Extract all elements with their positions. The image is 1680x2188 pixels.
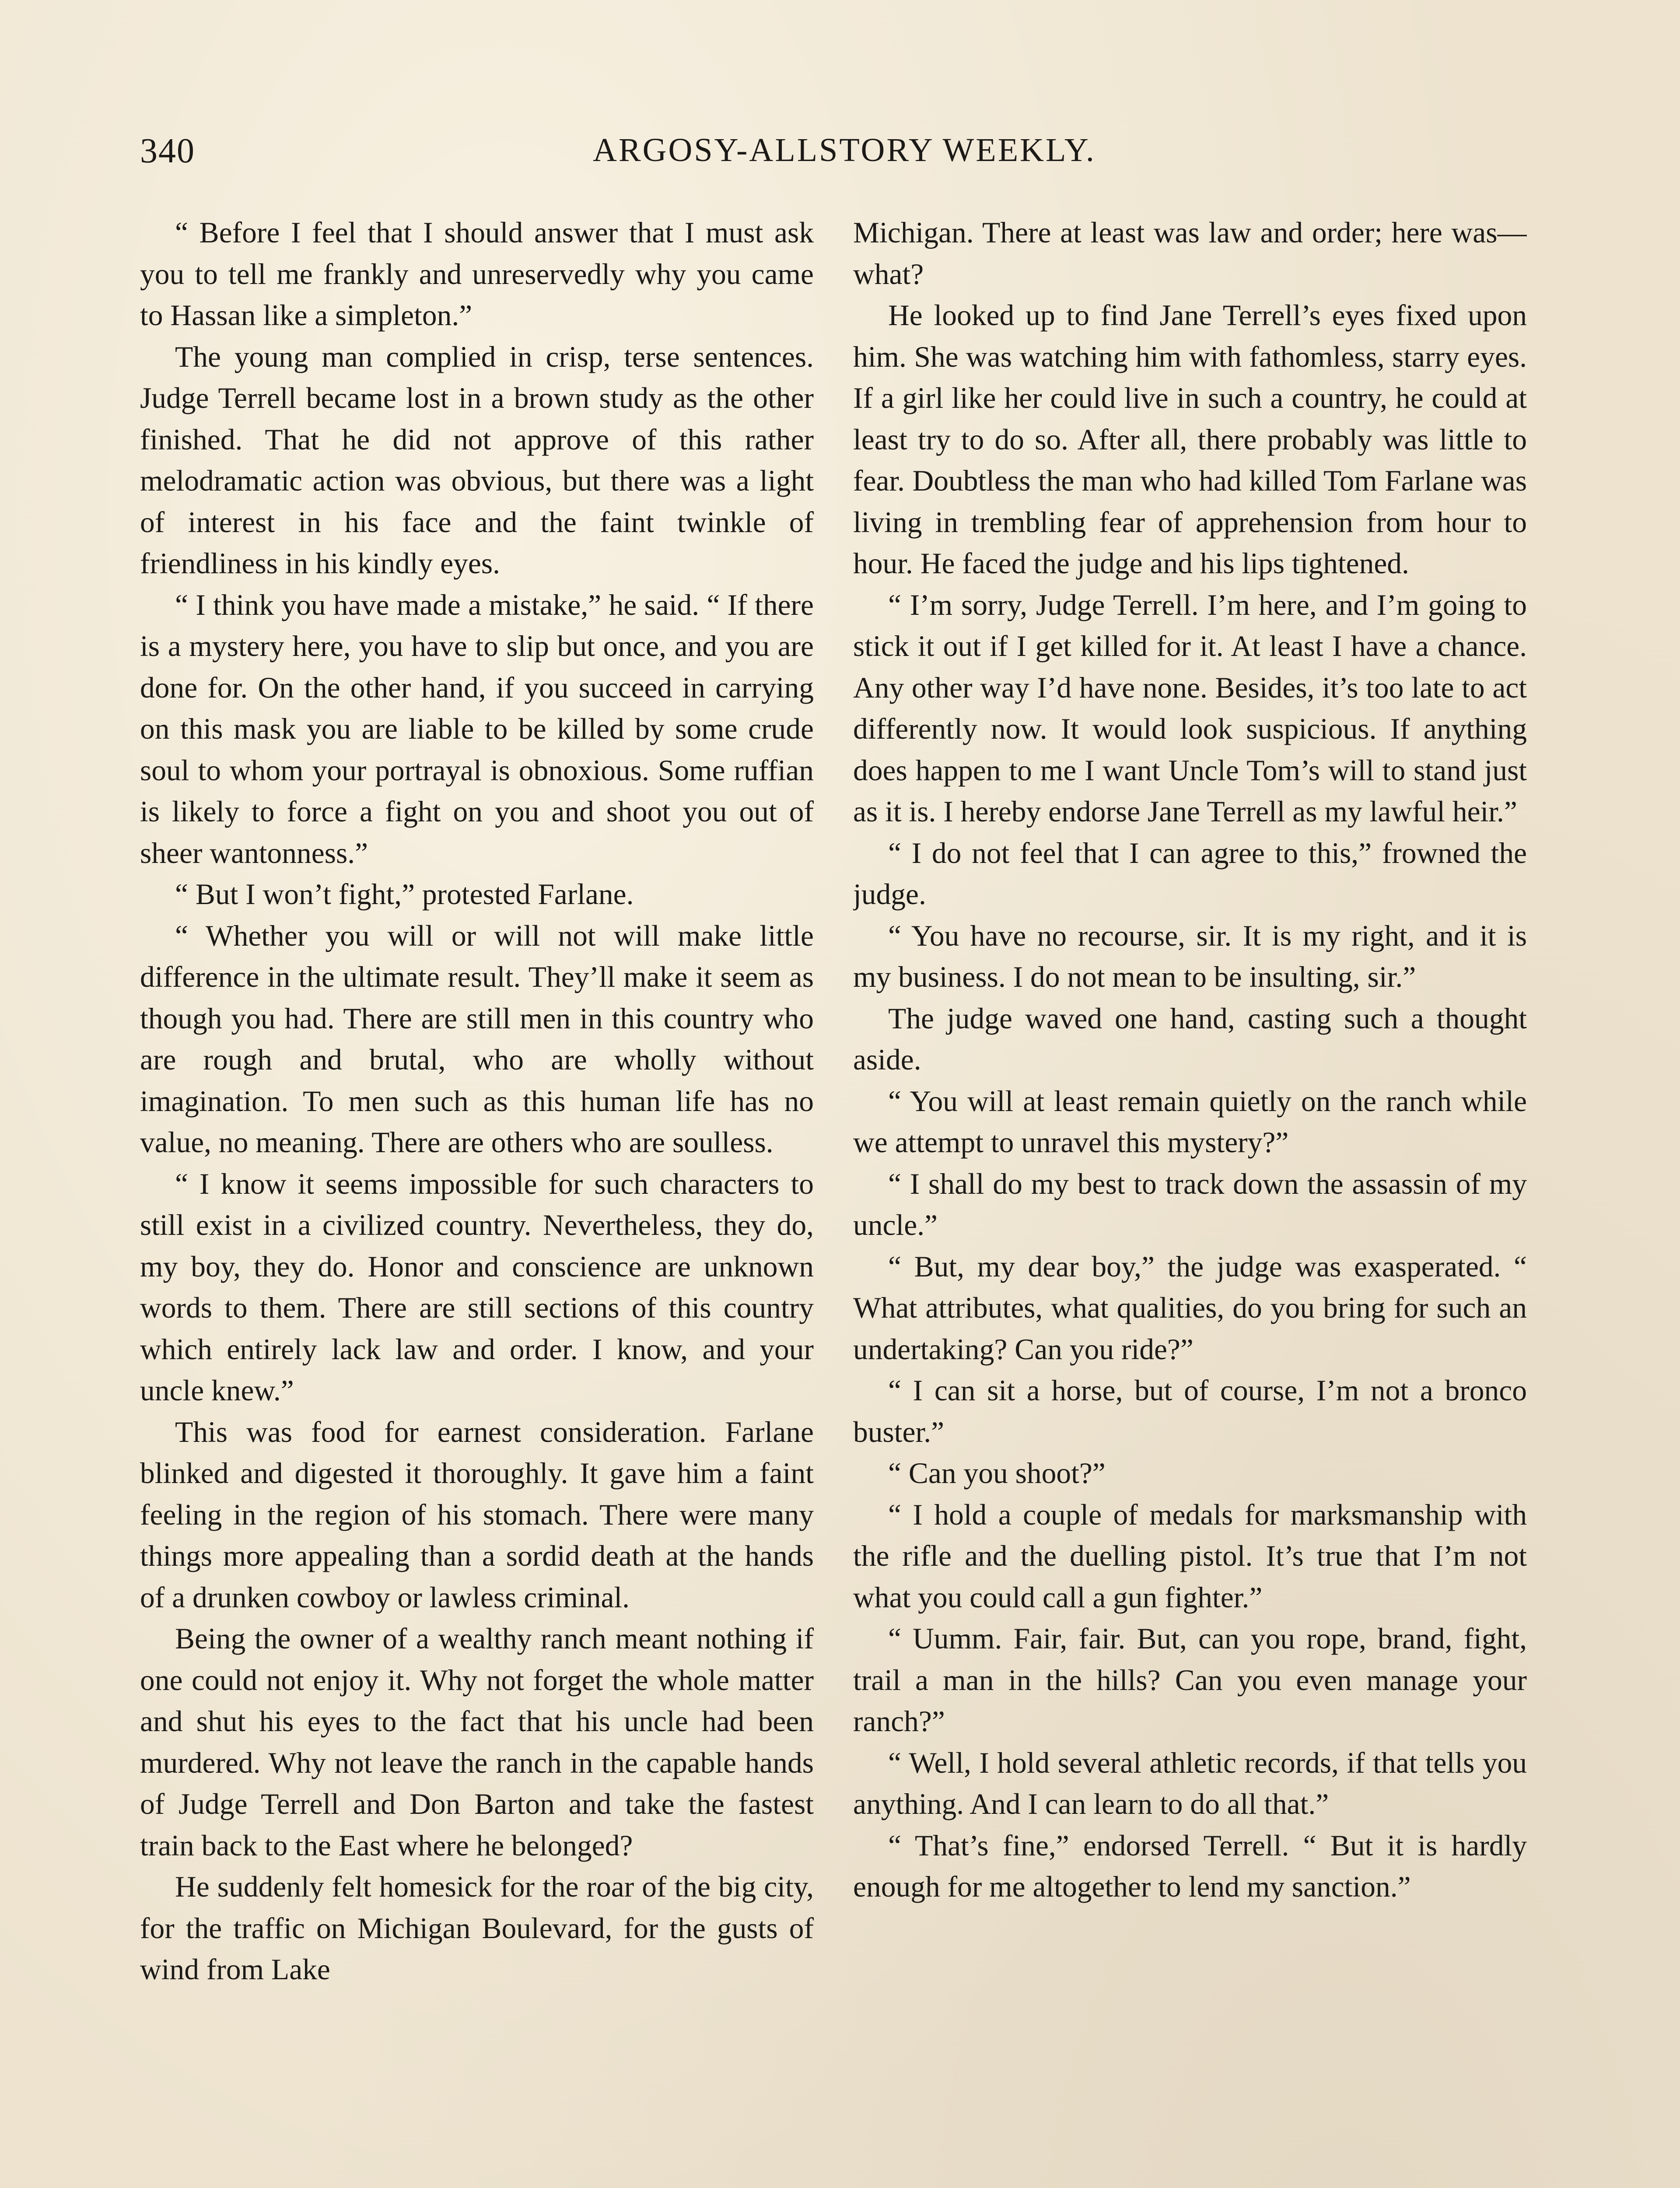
paragraph: Being the owner of a wealthy ranch meant nothing if one could not enjoy it. Why not forget the whole matter and shut his eyes to the fact that his uncle had been murdered. Why not leave the ranch in the capable hands of Judge Terrell and Don Barton and take the fastest train back to the East where he belonged?: [140, 1622, 814, 1862]
paragraph: “ I know it seems impossible for such characters to still exist in a civilized country. Nevertheless, they do, my boy, they do. Honor and conscience are unknown words to them. There are still sections of this country which entirely lack law and order. I know, and your uncle knew.”: [140, 1167, 814, 1407]
page-header: [140, 131, 1549, 184]
paragraph: This was food for earnest consideration. Farlane blinked and digested it thoroughly. It gave him a faint feeling in the region of his stomach. There were many things more appealing than a sordid death at the hands of a drunken cowboy or lawless criminal.: [140, 1415, 814, 1614]
paragraph: “ Uumm. Fair, fair. But, can you rope, brand, fight, trail a man in the hills? Can you even manage your ranch?”: [853, 1622, 1527, 1738]
paragraph: He suddenly felt homesick for the roar of the big city, for the traffic on Michigan Boulevard, for the gusts of wind from Lake: [140, 1870, 814, 1986]
paragraph: “ I think you have made a mistake,” he said. “ If there is a mystery here, you have to slip but once, and you are done for. On the other hand, if you succeed in carrying on this mask you are liable to be killed by some crude soul to whom your portrayal is obnoxious. Some ruffian is likely to force a fight on you and shoot you out of sheer wantonness.”: [140, 588, 814, 870]
paragraph: “ I’m sorry, Judge Terrell. I’m here, and I’m going to stick it out if I get killed for it. At least I have a chance. Any other way I’d have none. Besides, it’s too late to act differently now. It would look suspicious. If anything does happen to me I want Uncle Tom’s will to stand just as it is. I hereby endorse Jane Terrell as my lawful heir.”: [853, 588, 1527, 828]
paragraph: “ But, my dear boy,” the judge was exasperated. “ What attributes, what qualities, do you bring for such an undertaking? Can you ride?”: [853, 1250, 1527, 1366]
paragraph: The judge waved one hand, casting such a thought aside.: [853, 1002, 1527, 1076]
paragraph: “ Before I feel that I should answer that I must ask you to tell me frankly and unreservedly why you came to Hassan like a simpleton.”: [140, 216, 814, 332]
paragraph: “ Can you shoot?”: [888, 1457, 1106, 1490]
paragraph: “ I can sit a horse, but of course, I’m not a bronco buster.”: [853, 1374, 1527, 1448]
paragraph: “ You have no recourse, sir. It is my right, and it is my business. I do not mean to be insulting, sir.”: [853, 919, 1527, 993]
paragraph: “ That’s fine,” endorsed Terrell. “ But it is hardly enough for me altogether to lend my sanction.”: [853, 1829, 1527, 1903]
paragraph-continued: Michigan. There at least was law and order; here was—what?: [853, 216, 1527, 291]
paragraph: “ I hold a couple of medals for marksmanship with the rifle and the duelling pistol. It’s true that I’m not what you could call a gun fighter.”: [853, 1498, 1527, 1614]
paragraph: “ I shall do my best to track down the assassin of my uncle.”: [853, 1167, 1527, 1241]
paragraph: He looked up to find Jane Terrell’s eyes fixed upon him. She was watching him with fathomless, starry eyes. If a girl like her could live in such a country, he could at least try to do so. After all, there probably was little to fear. Doubtless the man who had killed Tom Farlane was living in trembling fear of apprehension from hour to hour. He faced the judge and his lips tightened.: [853, 299, 1527, 580]
paragraph: “ Whether you will or will not will make little difference in the ultimate result. They’ll make it seem as though you had. There are still men in this country who are rough and brutal, who are wholly without imagination. To men such as this human life has no value, no meaning. There are others who are soulless.: [140, 919, 814, 1159]
paragraph: The young man complied in crisp, terse sentences. Judge Terrell became lost in a brown study as the other finished. That he did not approve of this rather melodramatic action was obvious, but there was a light of interest in his face and the faint twinkle of friendliness in his kindly eyes.: [140, 340, 814, 580]
running-head: ARGOSY-ALLSTORY WEEKLY.: [593, 132, 1096, 168]
paragraph: “ But I won’t fight,” protested Farlane.: [175, 878, 634, 911]
right-column: [853, 212, 1527, 2188]
paragraph: “ I do not feel that I can agree to this,” frowned the judge.: [853, 836, 1527, 911]
paragraph: “ You will at least remain quietly on the ranch while we attempt to unravel this mystery?”: [853, 1084, 1527, 1159]
page-number: 340: [140, 132, 195, 170]
paragraph: “ Well, I hold several athletic records, if that tells you anything. And I can learn to do all that.”: [853, 1746, 1527, 1820]
left-column: [140, 212, 814, 2188]
